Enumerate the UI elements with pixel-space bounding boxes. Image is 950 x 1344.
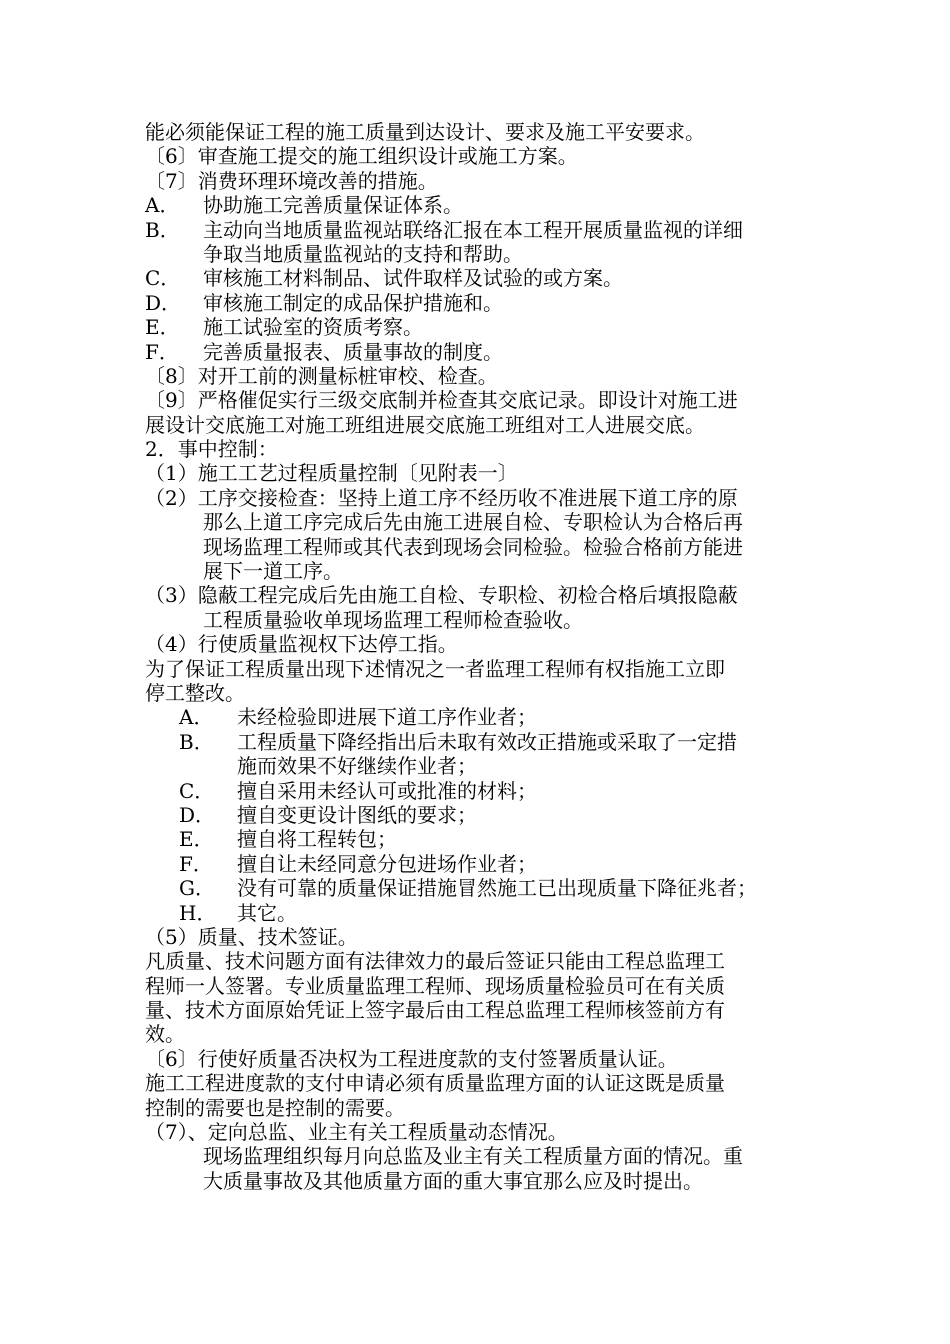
text-line: 那么上道工序完成后先由施工进展自检、专职检认为合格后再 — [203, 510, 743, 535]
text-line: （7）、定向总监、业主有关工程质量动态情况。 — [145, 1120, 568, 1145]
list-item — [145, 315, 815, 339]
list-item-continuation: 争取当地质量监视站的支持和帮助。 — [203, 241, 523, 266]
document-body — [145, 120, 815, 1193]
list-label: B． — [145, 217, 180, 242]
list-label: A． — [179, 705, 214, 730]
section-heading: 2．事中控制： — [145, 437, 278, 462]
list-label: E． — [145, 315, 180, 340]
list-text: 协助施工完善质量保证体系。 — [203, 193, 463, 218]
list-item — [145, 193, 815, 217]
text-line: 展设计交底施工对施工班组进展交底施工班组对工人进展交底。 — [145, 412, 705, 437]
list-text: 擅自采用未经认可或批准的材料； — [237, 778, 537, 803]
list-label: E． — [179, 827, 214, 852]
text-line: 现场监理组织每月向总监及业主有关工程质量方面的情况。重 — [203, 1144, 743, 1169]
list-text: 擅自变更设计图纸的要求； — [237, 802, 477, 827]
list-item — [145, 291, 815, 315]
list-text: 其它。 — [237, 900, 297, 925]
text-line: 工程质量验收单现场监理工程师检查验收。 — [203, 607, 583, 632]
list-item — [179, 779, 815, 803]
text-line: （4）行使质量监视权下达停工指。 — [145, 632, 458, 657]
text-line: 〔6〕审查施工提交的施工组织设计或施工方案。 — [145, 144, 578, 169]
text-line: 〔8〕对开工前的测量标桩审校、检查。 — [145, 363, 498, 388]
list-item — [179, 730, 815, 754]
text-line: 凡质量、技术问题方面有法律效力的最后签证只能由工程总监理工 — [145, 949, 725, 974]
list-label: G． — [179, 876, 215, 901]
list-label: C． — [145, 266, 181, 291]
list-item — [179, 827, 815, 851]
list-text: 未经检验即进展下道工序作业者； — [237, 705, 537, 730]
text-line: （5）质量、技术签证。 — [145, 924, 358, 949]
list-text: 擅自将工程转包； — [237, 827, 397, 852]
list-text: 主动向当地质量监视站联络汇报在本工程开展质量监视的详细 — [203, 217, 743, 242]
list-item — [145, 340, 815, 364]
text-line: （2）工序交接检查：坚持上道工序不经历收不准进展下道工序的原 — [145, 485, 738, 510]
text-line: 施工工程进度款的支付申请必须有质量监理方面的认证这既是质量 — [145, 1071, 725, 1096]
list-label: D． — [179, 802, 216, 827]
list-text: 工程质量下降经指出后未取有效改正措施或采取了一定措 — [237, 729, 737, 754]
list-item — [145, 266, 815, 290]
list-item — [179, 876, 815, 900]
text-line: 〔7〕消费环理环境改善的措施。 — [145, 168, 438, 193]
text-line: 大质量事故及其他质量方面的重大事宜那么应及时提出。 — [203, 1168, 703, 1193]
list-label: A． — [145, 193, 180, 218]
list-item — [179, 852, 815, 876]
list-text: 审核施工材料制品、试件取样及试验的或方案。 — [203, 266, 623, 291]
list-item — [179, 901, 815, 925]
list-label: B． — [179, 729, 214, 754]
list-label: F． — [179, 851, 213, 876]
list-item — [145, 218, 815, 242]
list-text: 施工试验室的资质考察。 — [203, 315, 423, 340]
text-line: （1）施工工艺过程质量控制〔见附表一〕 — [145, 461, 518, 486]
list-item — [179, 803, 815, 827]
list-text: 完善质量报表、质量事故的制度。 — [203, 339, 503, 364]
list-label: F． — [145, 339, 179, 364]
text-line: 量、技术方面原始凭证上签字最后由工程总监理工程师核签前方有 — [145, 998, 725, 1023]
list-label: D． — [145, 290, 182, 315]
list-text: 擅自让未经同意分包进场作业者； — [237, 851, 537, 876]
list-label: C． — [179, 778, 215, 803]
text-line: （3）隐蔽工程完成后先由施工自检、专职检、初检合格后填报隐蔽 — [145, 583, 738, 608]
list-text: 审核施工制定的成品保护措施和。 — [203, 290, 503, 315]
text-line: 展下一道工序。 — [203, 559, 343, 584]
text-line: 〔6〕行使好质量否决权为工程进度款的支付签署质量认证。 — [145, 1046, 678, 1071]
list-item — [179, 705, 815, 729]
text-line: 程师一人签署。专业质量监理工程师、现场质量检验员可在有关质 — [145, 973, 725, 998]
text-line: 控制的需要也是控制的需要。 — [145, 1095, 405, 1120]
text-line: 现场监理工程师或其代表到现场会同检验。检验合格前方能进 — [203, 534, 743, 559]
sub-list — [179, 705, 815, 925]
text-line: 能必须能保证工程的施工质量到达设计、要求及施工平安要求。 — [145, 120, 705, 144]
text-line: 〔9〕严格催促实行三级交底制并检查其交底记录。即设计对施工进 — [145, 388, 738, 413]
list-text: 没有可靠的质量保证措施冒然施工已出现质量下降征兆者； — [237, 876, 757, 901]
text-line: 效。 — [145, 1022, 185, 1047]
text-line: 为了保证工程质量出现下述情况之一者监理工程师有权指施工立即 — [145, 656, 725, 681]
list-label: H． — [179, 900, 217, 925]
list-item-continuation: 施而效果不好继续作业者； — [237, 754, 477, 779]
text-line: 停工整改。 — [145, 680, 245, 705]
